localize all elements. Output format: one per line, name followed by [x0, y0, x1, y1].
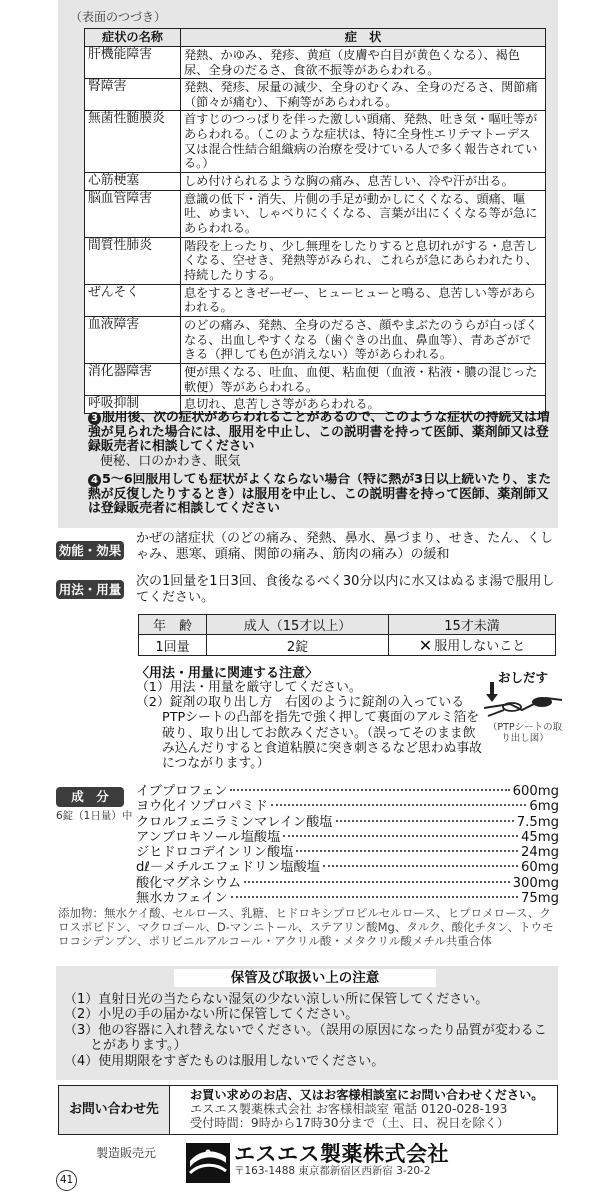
header-symptom-name: 症状の名称: [85, 29, 181, 47]
company-logo-icon: [186, 1143, 230, 1183]
ingredient-name: ジヒドロコデインリン酸塩: [136, 845, 294, 861]
ingredient-name: イブプロフェン: [136, 784, 228, 799]
symptom-desc: しめ付けられるような胸の痛み、息苦しい、冷や汗が出る。: [181, 172, 546, 190]
dosage-table: [138, 614, 556, 656]
table-row: [85, 316, 546, 363]
ingredient-row: [136, 887, 559, 907]
ingredient-amount: 600mg: [512, 784, 559, 799]
symptom-desc: 意識の低下・消失、片側の手足が動かしにくくなる、頭痛、嘔吐、めまい、しゃべりにくくなる、言葉が出にくくなる等が急にあらわれる。: [181, 190, 546, 237]
ingredient-amount: 45mg: [521, 829, 559, 845]
number-4-badge: 4: [88, 474, 101, 487]
ingredient-name: 無水カフェイン: [136, 891, 228, 907]
symptom-name: 腎障害: [85, 79, 181, 111]
warning-3-symptoms: 便秘、口のかわき、眠気: [100, 453, 241, 469]
storage-item: （1）直射日光の当たらない湿気の少ない涼しい所に保管してください。: [64, 992, 489, 1007]
symptom-name: 血液障害: [85, 316, 181, 363]
storage-item: （4）使用期限をすぎたものは服用しないでください。: [64, 1053, 385, 1069]
dosage-child-value: [389, 635, 556, 656]
dosage-note-1: （1）用法・用量を厳守してください。: [136, 680, 362, 695]
table-row: [85, 284, 546, 316]
header-symptom: 症 状: [181, 29, 546, 47]
ingredient-row: [136, 872, 559, 891]
dosage-notes-body: [136, 680, 486, 771]
table-row: [85, 237, 546, 284]
ptp-figure-caption: （PTPシートの取り出し図）: [487, 722, 563, 744]
leader-dots: [323, 865, 518, 867]
leader-dots: [244, 881, 509, 883]
symptom-desc: 便が黒くなる、吐血、血便、粘血便（血液・粘液・膿の混じった軟便）等があらわれる。: [181, 363, 546, 395]
ingredient-name: dℓ－メチルエフェドリン塩酸塩: [136, 860, 320, 876]
efficacy-label: 効能・効果: [56, 541, 124, 560]
table-row: [85, 363, 546, 395]
contact-label: お問い合わせ先: [58, 1085, 170, 1135]
symptom-name: ぜんそく: [85, 284, 181, 316]
dosage-notes-title: 〈用法・用量に関連する注意〉: [136, 666, 319, 681]
symptom-desc: 発熱、かゆみ、発疹、黄疸（皮膚や白目が黄色くなる）、褐色尿、全身のだるさ、食欲不振等があらわれる。: [181, 47, 546, 79]
storage-title: 保管及び取扱い上の注意: [174, 969, 436, 987]
dosage-header-age: 年 齢: [139, 615, 207, 635]
symptom-name: 心筋梗塞: [85, 172, 181, 190]
efficacy-text: かぜの諸症状（のどの痛み、発熱、鼻水、鼻づまり、せき、たん、くしゃみ、悪寒、頭痛、関節の痛み、筋肉の痛み）の緩和: [136, 531, 554, 562]
leader-dots: [336, 820, 514, 822]
symptom-desc: のどの痛み、発熱、全身のだるさ、顔やまぶたのうらが白っぽくなる、出血しやすくなる（歯ぐきの出血、鼻血等）、青あざができる（押しても色が消えない）等があらわれる。: [181, 316, 546, 363]
table-row: [85, 47, 546, 79]
leader-dots: [296, 850, 518, 852]
additives-text: 添加物：無水ケイ酸、セルロース、乳糖、ヒドロキシプロピルセルロース、ヒプロメロース、クロスポビドン、マクロゴール、D-マンニトール、ステアリン酸Mg、タルク、酸化チタン、トウモロコシデンプン、ポリビニルアルコール・アクリル酸・メタクリル酸メチル共重合体: [58, 906, 554, 949]
symptom-name: 間質性肺炎: [85, 237, 181, 284]
leader-dots: [283, 835, 518, 837]
contact-line-3: 受付時間：9時から17時30分まで（土、日、祝日を除く）: [190, 1116, 510, 1131]
ingredient-row: [136, 811, 559, 830]
warning-3: [88, 411, 553, 469]
ingredient-name: クロルフェニラミンマレイン酸塩: [136, 814, 333, 830]
ingredient-amount: 300mg: [512, 875, 559, 891]
storage-item: （2）小児の手の届かない所に保管してください。: [64, 1007, 359, 1023]
dosage-header-child: 15才未満: [389, 615, 556, 635]
symptom-desc: 階段を上ったり、少し無理をしたりすると息切れがする・息苦しくなる、空せき、発熱等がみられ、これらが急にあらわれたり、持続したりする。: [181, 237, 546, 284]
warning-4: [88, 473, 553, 517]
table-row: [139, 635, 556, 656]
symptom-name: 無菌性髄膜炎: [85, 111, 181, 172]
ingredient-row: [136, 841, 559, 861]
manufacturer-label: 製造販売元: [96, 1146, 157, 1160]
ingredient-name: ヨウ化イソプロパミド: [136, 799, 268, 815]
ingredient-row: [136, 856, 559, 876]
page-number: 41: [56, 1170, 77, 1191]
ingredient-amount: 24mg: [521, 845, 559, 861]
table-row: [139, 615, 556, 635]
symptom-table-header: [85, 29, 546, 47]
warning-3-text: 服用後、次の症状があらわれることがあるので、このような症状の持続又は増強が見られた場合には、服用を中止し、この説明書を持って医師、薬剤師又は登録販売者に相談してください: [88, 411, 550, 455]
symptom-name: 脳血管障害: [85, 190, 181, 237]
ingredient-amount: 7.5mg: [516, 814, 559, 830]
symptom-table: [84, 28, 546, 414]
symptom-desc: 発熱、発疹、尿量の減少、全身のむくみ、全身のだるさ、関節痛（節々が痛む）、下痢等があらわれる。: [181, 79, 546, 111]
ingredient-row: [136, 780, 559, 799]
ingredient-amount: 6mg: [529, 799, 559, 815]
ingredients-label: 成 分: [56, 787, 124, 807]
symptom-name: 消化器障害: [85, 363, 181, 395]
dosage-note-2: （2）錠剤の取り出し方 右図のように錠剤の入っているPTPシートの凸部を指先で強く押して裏面のアルミ箔を破り、取り出してお飲みください。（誤ってそのまま飲み込んだりすると食道粘膜に突き刺さるなど思わぬ事故につながります。）: [136, 695, 482, 772]
ingredient-amount: 60mg: [521, 860, 559, 876]
ingredient-amount: 75mg: [521, 891, 559, 907]
symptom-name: 肝機能障害: [85, 47, 181, 79]
dosage-row-label: 1回量: [139, 635, 207, 656]
contact-line-2: エスエス製薬株式会社 お客様相談室 電話 0120-028-193: [190, 1102, 508, 1117]
dosage-label: 用法・用量: [56, 580, 124, 599]
leader-dots: [231, 896, 518, 898]
table-row: [85, 172, 546, 190]
dosage-header-adult: 成人（15才以上）: [207, 615, 389, 635]
ingredients-sublabel: 6錠（1日量）中: [56, 810, 133, 822]
leader-dots: [271, 804, 527, 806]
storage-list: [64, 992, 558, 1069]
symptom-name: 呼吸抑制: [85, 396, 181, 414]
warning-4-text: 5～6回服用しても症状がよくならない場合（特に熱が3日以上続いたり、また熱が反復したりするとき）は服用を中止し、この説明書を持って医師、薬剤師又は登録販売者に相談してください: [88, 473, 552, 517]
table-row: [85, 190, 546, 237]
number-3-badge: 3: [88, 412, 101, 425]
dosage-adult-value: 2錠: [207, 635, 389, 656]
ingredient-row: [136, 826, 559, 845]
ingredient-list: [136, 780, 559, 907]
cross-mark-icon: ✕: [418, 636, 433, 655]
dosage-child-text: 服用しないこと: [434, 639, 526, 654]
ingredient-row: [136, 795, 559, 815]
leader-dots: [230, 789, 509, 791]
table-row: [85, 79, 546, 111]
continued-label: （表面のつづき）: [70, 10, 167, 24]
storage-item: （3）他の容器に入れ替えないでください。（誤用の原因になったり品質が変わることがあります。）: [64, 1022, 547, 1054]
table-row: [85, 111, 546, 172]
dosage-text: 次の1回量を1日3回、食後なるべく30分以内に水又はぬるま湯で服用してください。: [136, 574, 555, 605]
push-out-label: おしだす: [498, 670, 549, 685]
contact-text: [190, 1088, 552, 1131]
symptom-desc: 息切れ、息苦しさ等があらわれる。: [181, 396, 546, 414]
company-name: エスエス製薬株式会社: [234, 1142, 449, 1166]
contact-line-1: お買い求めのお店、又はお客様相談室にお問い合わせください。: [190, 1088, 544, 1102]
symptom-desc: 首すじのつっぱりを伴った激しい頭痛、発熱、吐き気・嘔吐等があらわれる。（このような症状は、特に全身性エリテマトーデス又は混合性結合組織病の治療を受けている人で多く報告されている。）: [181, 111, 546, 172]
ingredient-name: アンブロキソール塩酸塩: [136, 829, 281, 845]
ingredient-name: 酸化マグネシウム: [136, 875, 242, 891]
ptp-sheet-illustration-icon: [482, 680, 568, 720]
company-address: 〒163-1488 東京都新宿区西新宿 3-20-2: [234, 1165, 431, 1177]
symptom-desc: 息をするときゼーゼー、ヒューヒューと鳴る、息苦しい等があらわれる。: [181, 284, 546, 316]
